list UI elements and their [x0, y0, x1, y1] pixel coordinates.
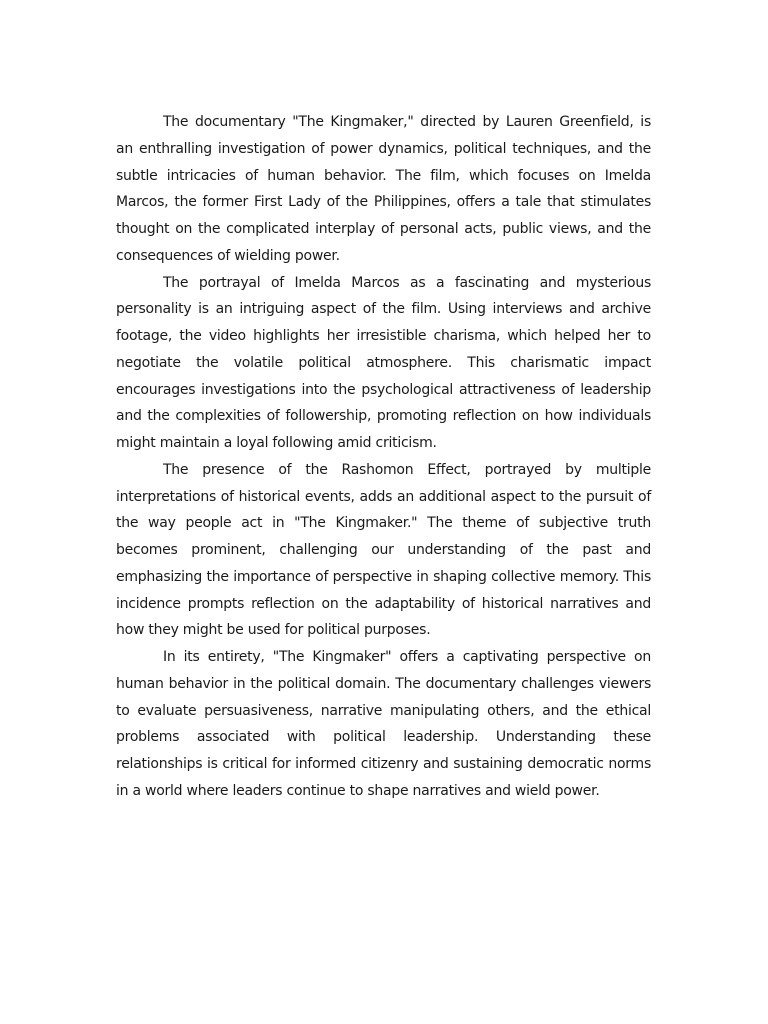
paragraph-1: The documentary "The Kingmaker," directed by Lauren Greenfield, is an enthralling investigation of power dynamics, political techniques, and the subtle intricacies of human behavior. The film, which focuses on Imelda Marcos, the former First Lady of the Philippines, offers a tale that stimulates thought on the complicated interplay of personal acts, public views, and the consequences of wielding power.	[116, 114, 651, 264]
paragraph-4: In its entirety, "The Kingmaker" offers a captivating perspective on human behavior in the political domain. The documentary challenges viewers to evaluate persuasiveness, narrative manipulating others, and the ethical problems associated with political leadership. Understanding these relationships is critical for informed citizenry and sustaining democratic norms in a world where leaders continue to shape narratives and wield power.	[116, 649, 651, 799]
paragraph-3: The presence of the Rashomon Effect, portrayed by multiple interpretations of historical events, adds an additional aspect to the pursuit of the way people act in "The Kingmaker." The theme of subjective truth becomes prominent, challenging our understanding of the past and emphasizing the importance of perspective in shaping collective memory. This incidence prompts reflection on the adaptability of historical narratives and how they might be used for political purposes.	[116, 461, 651, 639]
document-body	[116, 109, 651, 805]
paragraph-2: The portrayal of Imelda Marcos as a fascinating and mysterious personality is an intriguing aspect of the film. Using interviews and archive footage, the video highlights her irresistible charisma, which helped her to negotiate the volatile political atmosphere. This charismatic impact encourages investigations into the psychological attractiveness of leadership and the complexities of followership, promoting reflection on how individuals might maintain a loyal following amid criticism.	[116, 274, 651, 451]
